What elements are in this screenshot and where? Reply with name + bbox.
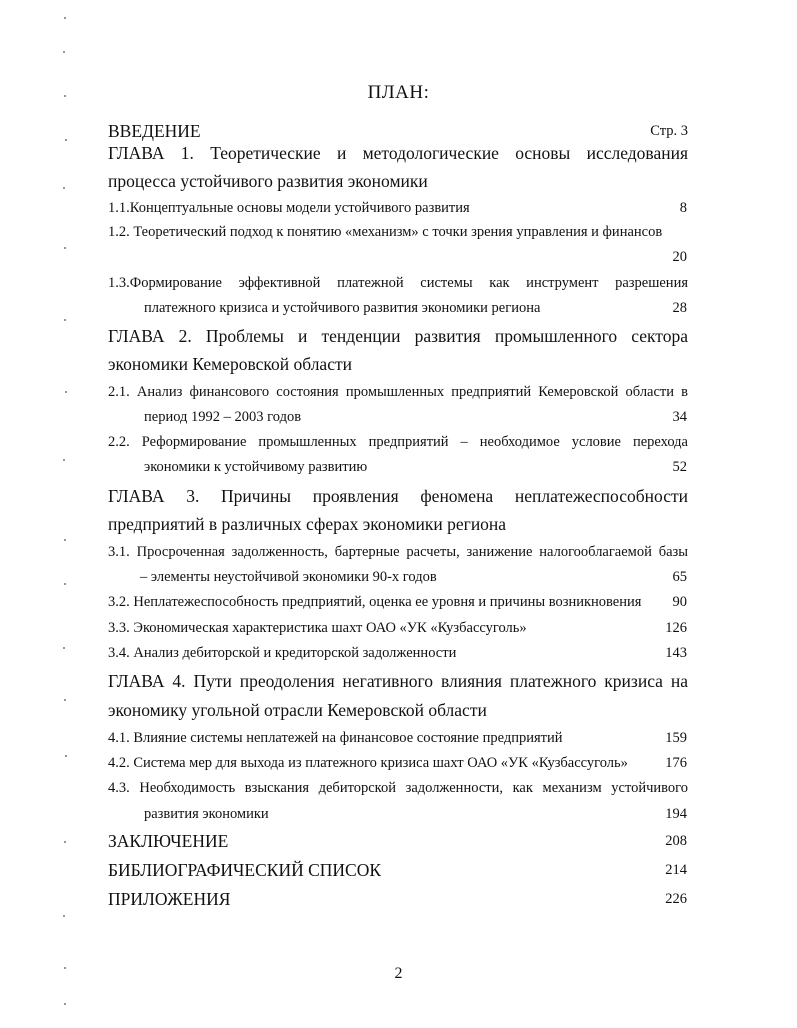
toc-section-1-2-page: 20 [672, 249, 687, 265]
toc-section-3-3-page: 126 [665, 620, 687, 636]
toc-section-2-2-page: 52 [672, 459, 687, 475]
toc-chapter-2-line-2: экономики Кемеровской области [108, 354, 352, 374]
toc-chapter-3-line-1: ГЛАВА 3. Причины проявления феномена неплатежеспособности [108, 486, 688, 506]
toc-section-4-2: 4.2. Система мер для выхода из платежного кризиса шахт ОАО «УК «Кузбассуголь» [108, 755, 628, 771]
toc-section-3-1-line-2: – элементы неустойчивой экономики 90-х годов [140, 569, 437, 585]
toc-appendices-page: 226 [665, 891, 687, 907]
toc-section-1-2: 1.2. Теоретический подход к понятию «механизм» с точки зрения управления и финансов [108, 224, 663, 240]
toc-chapter-4-line-1: ГЛАВА 4. Пути преодоления негативного влияния платежного кризиса на [108, 671, 688, 691]
toc-chapter-1-line-1: ГЛАВА 1. Теоретические и методологические основы исследования [108, 143, 688, 163]
toc-chapter-4-line-2: экономику угольной отрасли Кемеровской области [108, 700, 487, 720]
toc-section-4-3-line-2: развития экономики [144, 806, 269, 822]
scan-margin-dots [60, 0, 70, 1028]
toc-section-4-1-page: 159 [665, 730, 687, 746]
toc-section-4-1: 4.1. Влияние системы неплатежей на финансовое состояние предприятий [108, 730, 563, 746]
toc-bibliography-page: 214 [665, 862, 687, 878]
toc-conclusion-page: 208 [665, 833, 687, 849]
toc-chapter-3-line-2: предприятий в различных сферах экономики региона [108, 514, 507, 534]
toc-section-3-4: 3.4. Анализ дебиторской и кредиторской задолженности [108, 645, 457, 661]
toc-section-3-1-page: 65 [672, 569, 687, 585]
toc-intro-label: ВВЕДЕНИЕ [108, 121, 201, 141]
page-title: ПЛАН: [367, 82, 430, 103]
toc-section-2-1-line-2: период 1992 – 2003 годов [144, 409, 302, 425]
toc-section-1-1: 1.1.Концептуальные основы модели устойчивого развития [108, 200, 470, 216]
toc-chapter-2-line-1: ГЛАВА 2. Проблемы и тенденции развития промышленного сектора [108, 326, 688, 346]
toc-section-4-3-line-1: 4.3. Необходимость взыскания дебиторской задолженности, как механизм устойчивого [108, 780, 688, 796]
toc-bibliography-label: БИБЛИОГРАФИЧЕСКИЙ СПИСОК [108, 860, 382, 880]
toc-section-1-3-line-1: 1.3.Формирование эффективной платежной системы как инструмент разрешения [108, 275, 688, 291]
toc-section-1-3-line-2: платежного кризиса и устойчивого развития экономики региона [144, 300, 541, 316]
toc-intro-page: Стр. 3 [650, 123, 688, 139]
toc-section-4-3-page: 194 [665, 806, 687, 822]
toc-section-2-1-page: 34 [672, 409, 687, 425]
toc-section-2-2-line-1: 2.2. Реформирование промышленных предприятий – необходимое условие перехода [108, 434, 688, 450]
toc-conclusion-label: ЗАКЛЮЧЕНИЕ [108, 831, 229, 851]
toc-section-1-1-page: 8 [679, 200, 687, 216]
toc-section-3-2-page: 90 [672, 594, 687, 610]
toc-section-2-2-line-2: экономики к устойчивому развитию [144, 459, 368, 475]
toc-section-1-3-page: 28 [672, 300, 687, 316]
toc-section-3-4-page: 143 [665, 645, 687, 661]
page-number: 2 [394, 965, 403, 982]
toc-section-4-2-page: 176 [665, 755, 687, 771]
toc-appendices-label: ПРИЛОЖЕНИЯ [108, 889, 231, 909]
toc-chapter-1-line-2: процесса устойчивого развития экономики [108, 171, 428, 191]
toc-section-2-1-line-1: 2.1. Анализ финансового состояния промышленных предприятий Кемеровской области в [108, 384, 688, 400]
toc-section-3-1-line-1: 3.1. Просроченная задолженность, бартерные расчеты, занижение налогооблагаемой базы [108, 544, 688, 560]
toc-section-3-2: 3.2. Неплатежеспособность предприятий, оценка ее уровня и причины возникновения [108, 594, 642, 610]
toc-section-3-3: 3.3. Экономическая характеристика шахт ОАО «УК «Кузбассуголь» [108, 620, 527, 636]
